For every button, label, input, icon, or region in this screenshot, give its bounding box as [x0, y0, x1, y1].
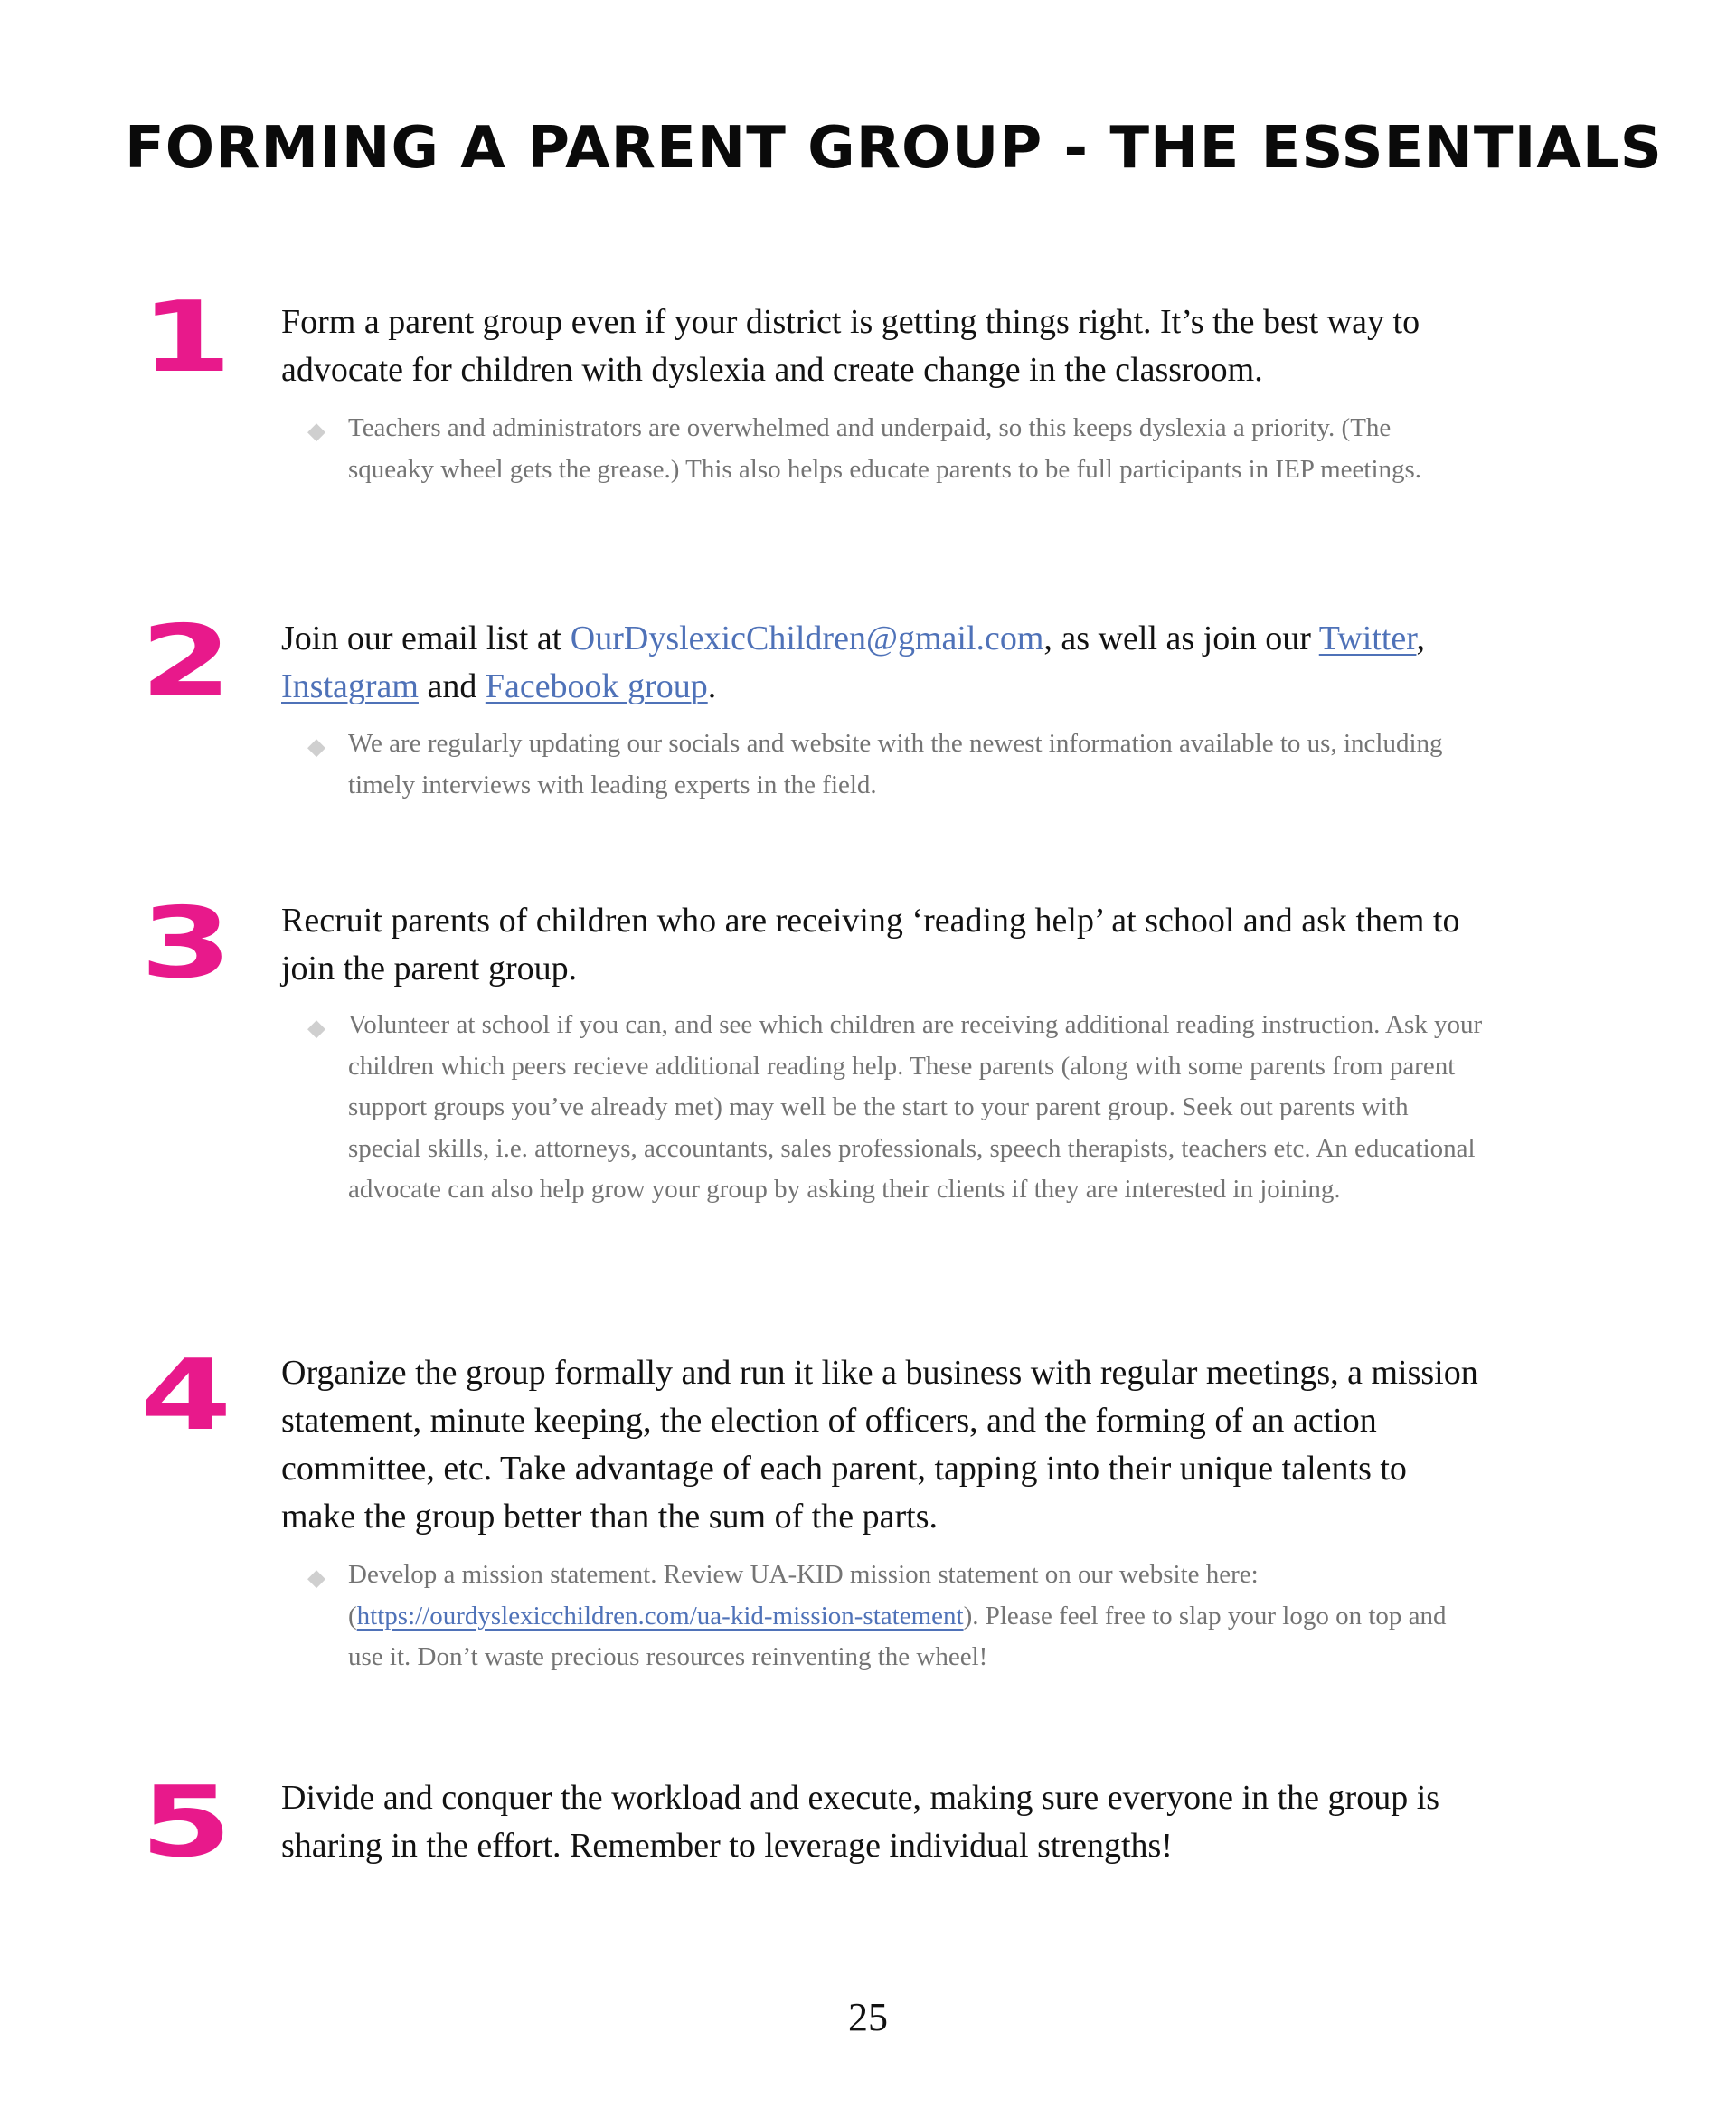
step-main-text	[281, 615, 1484, 711]
step-note	[307, 1005, 1483, 1211]
step-note-text: Teachers and administrators are overwhelmed and underpaid, so this keeps dyslexia a priority. (The squeaky wheel gets the grease.) This also helps educate parents to be full participants in IEP meetings.	[348, 413, 1422, 484]
step-number: 4	[140, 1339, 232, 1452]
step-main-text: Recruit parents of children who are receiving ‘reading help’ at school and ask them to join the parent group.	[281, 902, 1460, 988]
diamond-bullet-icon: ◆	[307, 733, 326, 761]
email-link[interactable]: OurDyslexicChildren@gmail.com	[570, 619, 1044, 657]
step-text-part: Join our email list at	[281, 619, 571, 657]
step-note	[307, 723, 1483, 806]
diamond-bullet-icon: ◆	[307, 418, 326, 445]
step-note	[307, 408, 1483, 490]
step-number: 5	[140, 1766, 232, 1879]
step-main-text: Divide and conquer the workload and execute, making sure everyone in the group is sharing in the effort. Remember to leverage individual strengths!	[281, 1779, 1440, 1865]
facebook-group-link[interactable]: Facebook group	[485, 667, 708, 705]
step-text-part: , as well as join our	[1043, 619, 1319, 657]
note-text-part: ). Please feel free to slap your logo on top and use it. Don’t waste precious resources reinventing the wheel!	[348, 1601, 1447, 1671]
step-note-text: Volunteer at school if you can, and see which children are receiving additional reading instruction. Ask your children which peers recieve additional reading help. These parents (along with some parents from parent support groups you’ve already met) may well be the start to your parent group. Seek out parents with special skills, i.e. attorneys, accountants, sales professionals, speech therapists, teachers etc. An educational advocate can also help grow your group by asking their clients if they are interested in joining.	[348, 1010, 1483, 1204]
step-number: 3	[140, 887, 232, 1000]
instagram-link[interactable]: Instagram	[281, 667, 419, 705]
diamond-bullet-icon: ◆	[307, 1564, 326, 1592]
page-number: 25	[848, 1995, 888, 2039]
step-main-text: Form a parent group even if your district is getting things right. It’s the best way to advocate for children with dyslexia and create change in the classroom.	[281, 303, 1420, 389]
step-note-text	[348, 1555, 1483, 1678]
page-title: FORMING A PARENT GROUP - THE ESSENTIALS	[125, 115, 1663, 182]
twitter-link[interactable]: Twitter	[1318, 619, 1417, 657]
step-number: 2	[140, 605, 232, 718]
step-text-part: .	[707, 667, 717, 705]
step-text-part: and	[418, 667, 486, 705]
step-number: 1	[140, 281, 232, 394]
step-text-part: ,	[1416, 619, 1425, 657]
diamond-bullet-icon: ◆	[307, 1015, 326, 1042]
step-main-text: Organize the group formally and run it like a business with regular meetings, a mission statement, minute keeping, the election of officers, and the forming of an action committee, etc. Take advantage of each parent, tapping into their unique talents to make the group better than the sum of the parts.	[281, 1354, 1478, 1536]
step-note	[307, 1555, 1483, 1678]
mission-statement-link[interactable]: https://ourdyslexicchildren.com/ua-kid-mission-statement	[356, 1601, 964, 1631]
step-note-text: We are regularly updating our socials and website with the newest information available to us, including timely interviews with leading experts in the field.	[348, 729, 1443, 799]
note-text-part: Develop a mission statement. Review UA-KID mission statement on our website here: (	[348, 1560, 1259, 1631]
